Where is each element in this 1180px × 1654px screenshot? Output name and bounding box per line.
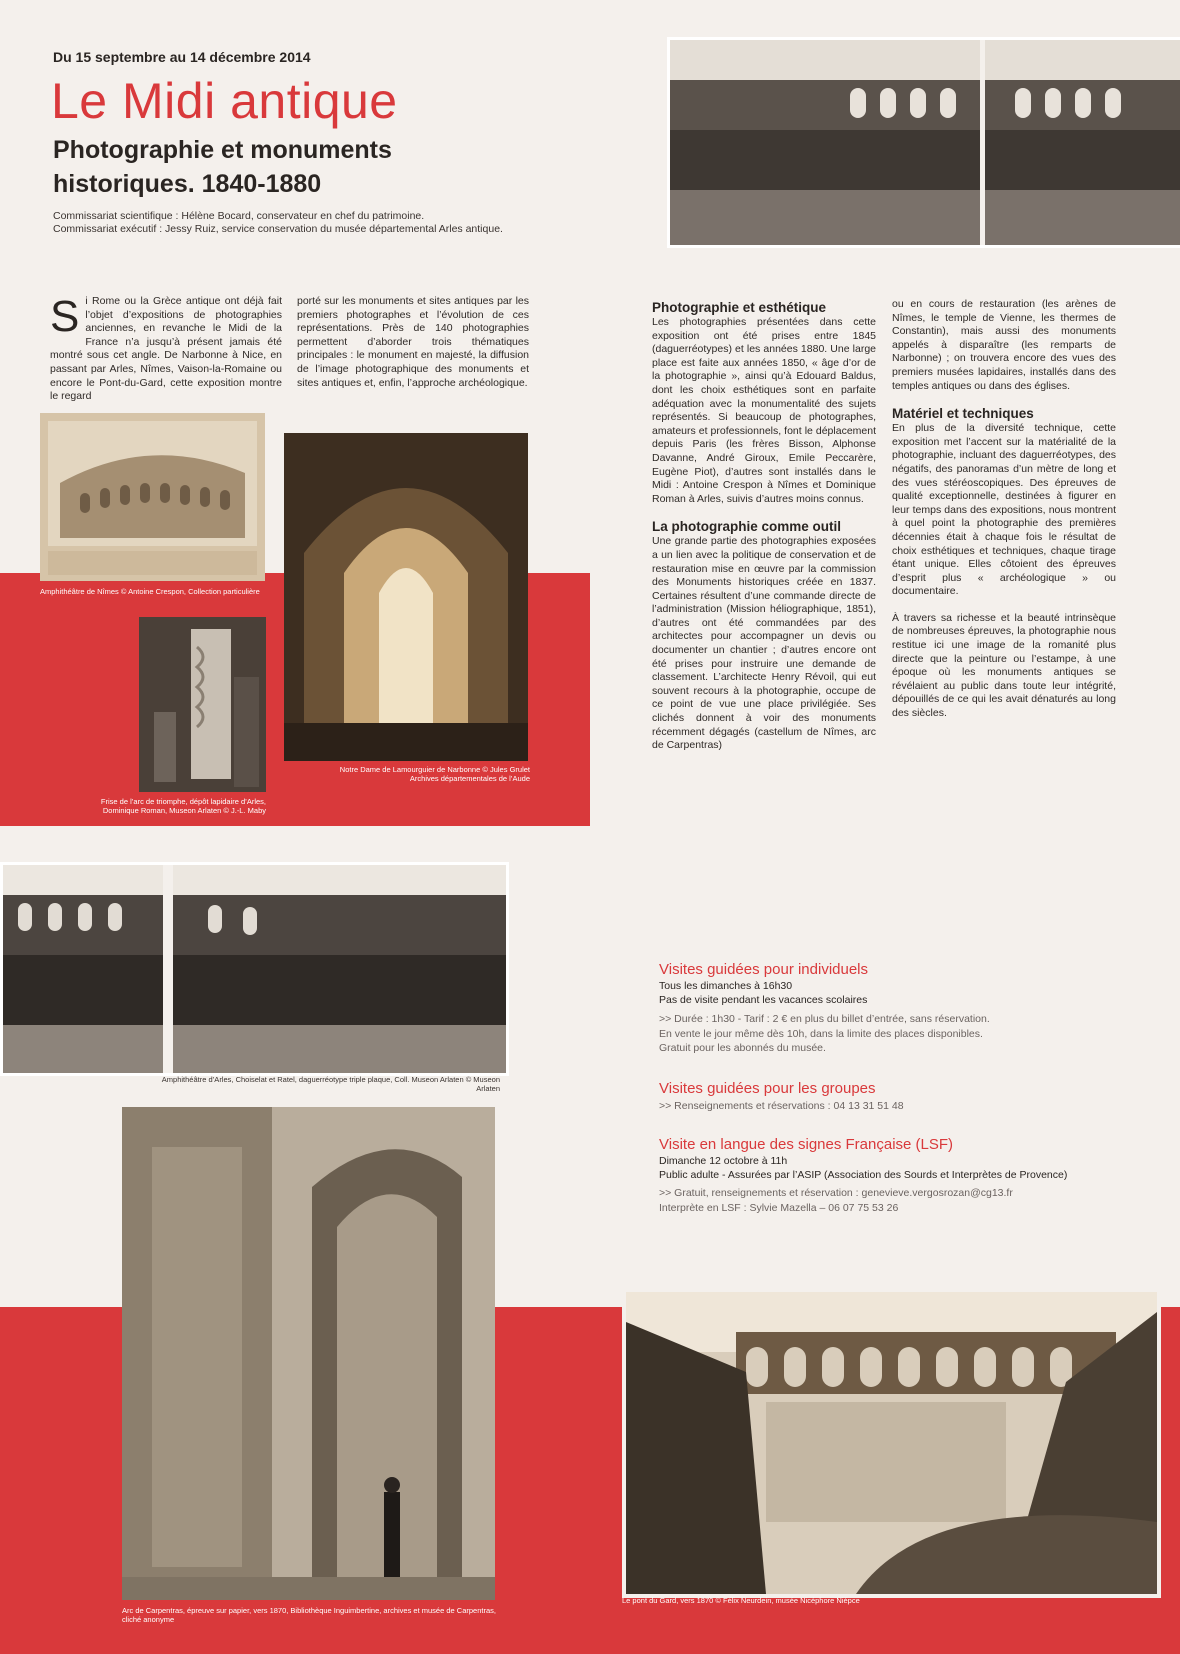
intro-text-1: i Rome ou la Grèce antique ont déjà fait l’objet d’expositions de photographies anciennes, en revanche le Midi de la France n’a jusqu’à présent jamais été montré sous cet angle. De Narbonne à Nice, en passant par Arles, Nîmes, Vaison-la-Romaine ou encore le Pont-du-Gard, cette exposition montre le regard (50, 295, 282, 403)
visits-lsf-title: Visite en langue des signes Française (LSF) (659, 1136, 954, 1153)
caption-arles: Amphithéâtre d’Arles, Choiselat et Ratel, daguerréotype triple plaque, Coll. Museon Arlaten © Museon Arlaten (161, 1075, 500, 1093)
photo-arc-carpentras (122, 1107, 495, 1600)
visits-lsf-line1: Dimanche 12 octobre à 11h (659, 1155, 788, 1167)
section-title-materiel: Matériel et techniques (892, 406, 1034, 422)
visits-individual-meta3: Gratuit pour les abonnés du musée. (659, 1042, 826, 1054)
nimes-image (40, 413, 265, 581)
visits-individual-title: Visites guidées pour individuels (659, 961, 869, 978)
photo-amphitheatre-nimes (40, 413, 265, 581)
credit-executive: Commissariat exécutif : Jessy Ruiz, service conservation du musée départemental Arles antique. (53, 223, 503, 235)
section-text-outil: Une grande partie des photographies exposées a un lien avec la politique de conservation et de restauration mise en œuvre par la commission des Monuments historiques créée en 1837. Certaines résultent d’une commande directe de l’administration (Mission héliographique, 1851), d’autres ont été commandées par des architectes pour accompagner un devis ou documenter un chantier ; d’autres encore ont été prises pour instruire une demande de classement. L’architecte Henry Révoil, qui eut souvent recours à la photographie, occupe de ce point de vue une place privilégiée. Ses clichés donnent à voir des monuments récemment dégagés (castellum de Nîmes, arc de Carpentras) (652, 535, 876, 752)
visits-lsf-meta2: Interprète en LSF : Sylvie Mazella – 06 07 75 53 26 (659, 1201, 899, 1214)
caption-frise-2: Dominique Roman, Museon Arlaten © J.-L. Maby (102, 806, 266, 815)
caption-carpentras-1: Arc de Carpentras, épreuve sur papier, vers 1870, Bibliothèque Inguimbertine, archives et musée de Carpentras, (122, 1606, 496, 1615)
visits-group-title: Visites guidées pour les groupes (659, 1079, 876, 1097)
daguerreotype-image (3, 865, 506, 1073)
page-title: Le Midi antique (51, 73, 398, 129)
text-column-3 (652, 300, 876, 766)
caption-carpentras-2: cliché anonyme (122, 1615, 175, 1624)
subtitle-line1: Photographie et monuments (53, 136, 392, 164)
caption-pont-du-gard: Le pont du Gard, vers 1870 © Félix Neurdein, musée Nicéphore Niépce (622, 1596, 860, 1605)
visits-block (659, 960, 1119, 1215)
caption-narbonne-2: Archives départementales de l’Aude (409, 774, 530, 783)
section-text-esthetique: Les photographies présentées dans cette exposition ont été prises entre 1845 (daguerréotypes) et les années 1880. Une large place est faite aux années 1850, « âge d’or de la photographie », ainsi qu’à Edouard Baldus, dont les choix esthétiques sont en parfaite adéquation avec la monumentalité des sujets représentés. Si beaucoup de photographes, amateurs et professionnels, font le déplacement depuis Paris (les frères Bisson, Alphonse Davanne, André Giroux, Emile Peccarère, Eugène Piot), d’autres sont installés dans le Midi : Antoine Crespon à Nîmes et Dominique Roman à Arles, suivis d’autres moins connus. (652, 316, 876, 505)
credit-scientific: Commissariat scientifique : Hélène Bocard, conservateur en chef du patrimoine. (53, 210, 425, 222)
exhibition-dates: Du 15 septembre au 14 décembre 2014 (53, 49, 311, 65)
subtitle-line2: historiques. 1840-1880 (53, 170, 322, 198)
carpentras-image (122, 1107, 495, 1600)
narbonne-image (284, 433, 528, 761)
visits-individual-meta1: >> Durée : 1h30 - Tarif : 2 € en plus du billet d’entrée, sans réservation. (659, 1013, 990, 1025)
photo-arles-daguerreotype (0, 862, 509, 1076)
photo-arles-panorama-top (667, 37, 1180, 248)
visits-individual-meta2: En vente le jour même dès 10h, dans la limite des places disponibles. (659, 1027, 983, 1040)
section-text-outil-cont: ou en cours de restauration (les arènes de Nîmes, le temple de Vienne, les thermes de Constantin), mais aussi des monuments appelés à disparaître (les remparts de Narbonne) ; on trouvera encore des vues des premiers musées lapidaires, installés dans des temples antiques ou dans des églises. (892, 298, 1116, 392)
caption-nimes: Amphithéâtre de Nîmes © Antoine Crespon, Collection particulière (40, 587, 260, 596)
visits-group-meta1: >> Renseignements et réservations : 04 13 31 51 48 (659, 1099, 904, 1112)
caption-frise-1: Frise de l’arc de triomphe, dépôt lapidaire d’Arles, (100, 797, 266, 806)
intro-column-2 (297, 295, 529, 390)
photo-notre-dame-narbonne (284, 433, 528, 761)
arena-image (670, 40, 1180, 245)
text-column-4 (892, 298, 1116, 734)
photo-pont-du-gard (622, 1288, 1161, 1598)
caption-narbonne-1: Notre Dame de Lamourguier de Narbonne © Jules Grulet (339, 765, 530, 774)
visits-lsf-meta1: >> Gratuit, renseignements et réservation : genevieve.vergosrozan@cg13.fr (659, 1187, 1013, 1199)
visits-lsf-line2: Public adulte - Assurées par l’ASIP (Association des Sourds et Interprètes de Provence) (659, 1168, 1068, 1181)
section-title-outil: La photographie comme outil (652, 519, 842, 535)
visits-individual-line2: Pas de visite pendant les vacances scolaires (659, 993, 868, 1006)
section-text-materiel: En plus de la diversité technique, cette exposition met l’accent sur la matérialité de la photographie, incluant des daguerréotypes, des négatifs, des panoramas d’un mètre de long et des vues stéréoscopiques. Des épreuves de qualité exceptionnelle, destinées à figurer en leur temps dans des expositions, nous montrent à quel point la photographie des premières décennies était à chaque fois le résultat de choix esthétiques et techniques, chaque tirage étant unique. Elles côtoient des épreuves d’esprit plus « archéologique » ou documentaire. (892, 422, 1116, 598)
intro-column-1 (50, 292, 282, 404)
visits-individual-line1: Tous les dimanches à 16h30 (659, 980, 793, 992)
frise-image (139, 617, 266, 792)
photo-frise-arc-arles (139, 617, 266, 792)
pontdugard-image (626, 1292, 1157, 1594)
section-title-esthetique: Photographie et esthétique (652, 300, 827, 315)
intro-text-2: porté sur les monuments et sites antiques par les premiers photographes et l’évolution de ces représentations. Près de 140 photographies permettent d’aborder trois thématiques principales : le monument en majesté, la diffusion de l’image photographique des monuments et sites antiques et, enfin, l’approche archéologique. (297, 295, 529, 389)
dropcap-letter: S (50, 292, 80, 341)
section-text-conclusion: À travers sa richesse et la beauté intrinsèque de nombreuses épreuves, la photographie nous restitue ici une image de la romanité plus directe que la peinture ou l’estampe, à une époque où les monuments antiques se révélaient au public dans toute leur intégrité, dépouillés de ce qui les avait dénaturés au long des siècles. (892, 611, 1116, 720)
